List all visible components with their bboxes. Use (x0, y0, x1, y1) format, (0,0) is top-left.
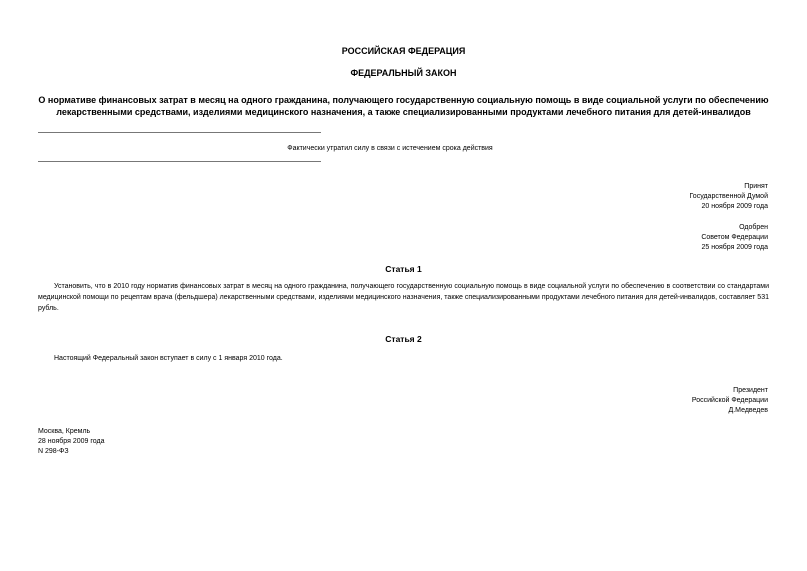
president-name: Д.Медведев (728, 407, 768, 414)
adopted-label: Принят (744, 183, 768, 190)
president-country: Российской Федерации (691, 397, 768, 404)
status-note: Фактически утратил силу в связи с истечением срока действия (287, 145, 493, 152)
article-1-heading: Статья 1 (385, 264, 422, 274)
approved-label: Одобрен (739, 224, 768, 231)
approved-body: Советом Федерации (701, 234, 768, 241)
signing-date: 28 ноября 2009 года (38, 438, 105, 445)
signing-place: Москва, Кремль (38, 428, 91, 435)
country-heading: РОССИЙСКАЯ ФЕДЕРАЦИЯ (341, 46, 466, 56)
adopted-block (689, 182, 768, 212)
divider-top (38, 132, 321, 133)
signing-details (38, 427, 104, 457)
president-title: Президент (733, 387, 768, 394)
law-number: N 298-ФЗ (38, 448, 69, 455)
adopted-date: 20 ноября 2009 года (701, 203, 768, 210)
president-signature-block (692, 386, 768, 416)
law-title-line-2: лекарственными средствами, изделиями медицинского назначения, а также специализированными продуктами лечебного питания для детей-инвалидов (56, 107, 751, 117)
article-2-heading: Статья 2 (385, 334, 422, 344)
article-2-text: Настоящий Федеральный закон вступает в силу с 1 января 2010 года. (54, 355, 283, 362)
approved-date: 25 ноября 2009 года (701, 244, 768, 251)
adopted-body: Государственной Думой (689, 193, 768, 200)
approved-block (701, 223, 768, 253)
law-title (38, 94, 769, 118)
law-type-heading: ФЕДЕРАЛЬНЫЙ ЗАКОН (350, 68, 457, 78)
divider-bottom (38, 161, 321, 162)
law-title-line-1: О нормативе финансовых затрат в месяц на одного гражданина, получающего государственную социальную помощь в виде социальной услуги по обеспечению (38, 95, 769, 105)
article-1-text: Установить, что в 2010 году норматив финансовых затрат в месяц на одного гражданина, получающего государственную социальную помощь в виде социальной услуги по обеспечению в соответствии со стандартами медицинской помощи по рецептам врача (фельдшера) лекарственными средствами, изделиями медицинского назначения, также специализированными продуктами лечебного питания для детей-инвалидов, составляет 531 рубль. (38, 283, 769, 312)
